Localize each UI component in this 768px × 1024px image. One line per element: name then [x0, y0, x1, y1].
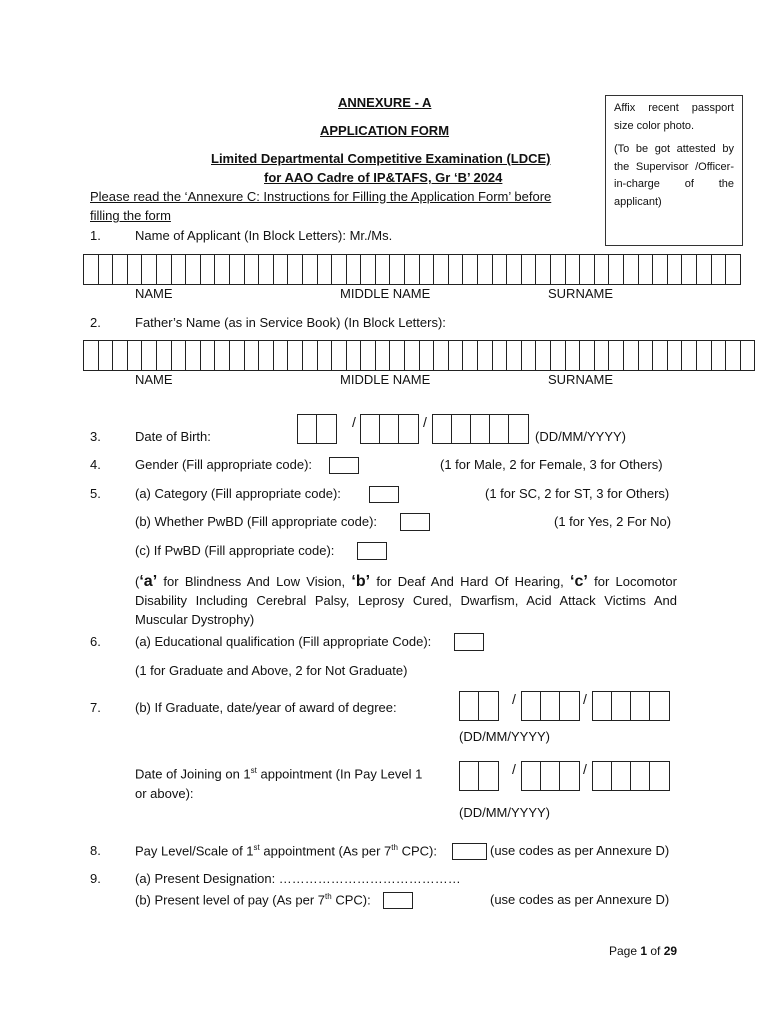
- letter-cell[interactable]: [580, 255, 595, 284]
- page-prefix: Page: [609, 944, 641, 958]
- joining-date-label: [135, 766, 422, 781]
- category-label: (a) Category (Fill appropriate code):: [135, 486, 341, 501]
- letter-cell[interactable]: [566, 341, 581, 370]
- joining-text: Date of Joining on 1: [135, 766, 251, 782]
- letter-cell[interactable]: [522, 255, 537, 284]
- pay-level-label: [135, 843, 437, 858]
- letter-cell[interactable]: [682, 341, 697, 370]
- photo-text: applicant): [614, 195, 662, 208]
- letter-cell[interactable]: [84, 341, 99, 370]
- letter-cell[interactable]: [318, 255, 333, 284]
- applicant-name-grid[interactable]: [83, 254, 741, 285]
- letter-cell[interactable]: [318, 341, 333, 370]
- dob-month-boxes[interactable]: [360, 414, 419, 444]
- photo-text: the Supervisor /Officer-: [614, 160, 734, 173]
- letter-cell[interactable]: [478, 255, 493, 284]
- form-title: APPLICATION FORM: [320, 123, 450, 138]
- name-caption: NAME: [135, 286, 173, 301]
- letter-cell[interactable]: [712, 341, 727, 370]
- superscript: st: [250, 766, 257, 775]
- exam-title-line2: for AAO Cadre of IP&TAFS, Gr ‘B’ 2024: [264, 170, 503, 185]
- pwbd-code-box[interactable]: [400, 513, 430, 531]
- letter-cell[interactable]: [712, 255, 727, 284]
- letter-cell[interactable]: [274, 341, 289, 370]
- photo-text: Affix recent passport: [614, 102, 734, 114]
- instruction-line2: filling the form: [90, 208, 171, 223]
- gender-code-box[interactable]: [329, 457, 359, 474]
- letter-cell[interactable]: [697, 341, 712, 370]
- degree-date-format: (DD/MM/YYYY): [459, 729, 550, 744]
- letter-cell[interactable]: [390, 255, 405, 284]
- letter-cell[interactable]: [741, 341, 756, 370]
- education-code-box[interactable]: [454, 633, 484, 651]
- item-number: 3.: [90, 429, 101, 444]
- pwbd-code-b: ‘b’: [351, 573, 371, 590]
- date-separator: /: [423, 414, 427, 430]
- dob-label: Date of Birth:: [135, 429, 211, 444]
- pwbd-codes-paragraph: (‘a’ for Blindness And Low Vision, ‘b’ for Deaf And Hard Of Hearing, ‘c’ for Locomotor Disability Including Cerebral Palsy, Leprosy Cured, Dwarfism, Acid Attack Victims And Muscular Dystrophy): [135, 573, 677, 627]
- letter-cell[interactable]: [390, 341, 405, 370]
- pwbd-code-a-text: for Blindness And Low Vision,: [157, 574, 352, 589]
- superscript: th: [325, 892, 332, 901]
- present-pay-codes: (use codes as per Annexure D): [490, 892, 670, 907]
- name-caption: NAME: [135, 372, 173, 387]
- item-number: 4.: [90, 457, 101, 472]
- item-number: 5.: [90, 486, 101, 501]
- letter-cell[interactable]: [128, 341, 143, 370]
- letter-cell[interactable]: [288, 341, 303, 370]
- degree-day-boxes[interactable]: [459, 691, 499, 721]
- joining-month-boxes[interactable]: [521, 761, 580, 791]
- middle-name-caption: MIDDLE NAME: [340, 286, 431, 301]
- present-pay-text: (b) Present level of pay (As per 7: [135, 892, 326, 908]
- joining-year-boxes[interactable]: [592, 761, 670, 791]
- letter-cell[interactable]: [113, 255, 128, 284]
- page-current: 1: [640, 944, 648, 958]
- letter-cell[interactable]: [493, 341, 508, 370]
- letter-cell[interactable]: [609, 255, 624, 284]
- letter-cell[interactable]: [99, 341, 114, 370]
- letter-cell[interactable]: [361, 341, 376, 370]
- letter-cell[interactable]: [580, 341, 595, 370]
- letter-cell[interactable]: [376, 341, 391, 370]
- photo-text: size color photo.: [614, 119, 695, 132]
- education-codes: (1 for Graduate and Above, 2 for Not Graduate): [135, 663, 408, 678]
- father-name-label: Father’s Name (as in Service Book) (In Block Letters):: [135, 315, 446, 330]
- photo-text: (To be got attested by: [614, 143, 734, 155]
- item-number: 8.: [90, 843, 101, 858]
- page-total: 29: [663, 944, 678, 958]
- item-number: 1.: [90, 228, 101, 243]
- superscript: th: [391, 843, 398, 852]
- pay-text: Pay Level/Scale of 1: [135, 843, 254, 859]
- pwbd-code-b-text: for Deaf And Hard Of Hearing,: [370, 574, 571, 589]
- letter-cell[interactable]: [653, 255, 668, 284]
- letter-cell[interactable]: [274, 255, 289, 284]
- instruction-line1: Please read the ‘Annexure C: Instructions for Filling the Application Form’ before: [90, 189, 552, 204]
- pwbd-codes: (1 for Yes, 2 For No): [554, 514, 672, 529]
- letter-cell[interactable]: [420, 255, 435, 284]
- joining-date-label-cont: or above):: [135, 786, 194, 801]
- pay-text: CPC):: [397, 843, 437, 859]
- letter-cell[interactable]: [99, 255, 114, 284]
- designation-field[interactable]: (a) Present Designation: ……………………………………: [135, 871, 461, 886]
- item-number: 2.: [90, 315, 101, 330]
- letter-cell[interactable]: [245, 341, 260, 370]
- letter-cell[interactable]: [128, 255, 143, 284]
- letter-cell[interactable]: [697, 255, 712, 284]
- letter-cell[interactable]: [215, 341, 230, 370]
- letter-cell[interactable]: [566, 255, 581, 284]
- letter-cell[interactable]: [624, 255, 639, 284]
- pwbd-code-c: ‘c’: [570, 573, 588, 590]
- letter-cell[interactable]: [536, 255, 551, 284]
- letter-cell[interactable]: [668, 255, 683, 284]
- letter-cell[interactable]: [493, 255, 508, 284]
- letter-cell[interactable]: [215, 255, 230, 284]
- pay-level-codes: (use codes as per Annexure D): [490, 843, 670, 858]
- gender-label: Gender (Fill appropriate code):: [135, 457, 313, 472]
- pay-text: appointment (As per 7: [259, 843, 392, 859]
- letter-cell[interactable]: [230, 255, 245, 284]
- joining-text: appointment (In Pay Level 1: [256, 766, 423, 782]
- letter-cell[interactable]: [536, 341, 551, 370]
- letter-cell[interactable]: [449, 341, 464, 370]
- letter-cell[interactable]: [726, 255, 741, 284]
- letter-cell[interactable]: [186, 341, 201, 370]
- letter-cell[interactable]: [463, 255, 478, 284]
- superscript: st: [253, 843, 260, 852]
- letter-cell[interactable]: [172, 341, 187, 370]
- letter-cell[interactable]: [288, 255, 303, 284]
- letter-cell[interactable]: [405, 255, 420, 284]
- present-pay-label: [135, 892, 371, 907]
- letter-cell[interactable]: [507, 255, 522, 284]
- joining-date-format: (DD/MM/YYYY): [459, 805, 550, 820]
- letter-cell[interactable]: [157, 255, 172, 284]
- surname-caption: SURNAME: [548, 286, 614, 301]
- letter-cell[interactable]: [332, 255, 347, 284]
- pwbd-label: (b) Whether PwBD (Fill appropriate code):: [135, 514, 378, 529]
- letter-cell[interactable]: [157, 341, 172, 370]
- degree-year-boxes[interactable]: [592, 691, 670, 721]
- letter-cell[interactable]: [347, 255, 362, 284]
- page-of: of: [647, 944, 664, 958]
- annexure-heading: ANNEXURE - A: [338, 95, 432, 110]
- letter-cell[interactable]: [682, 255, 697, 284]
- letter-cell[interactable]: [522, 341, 537, 370]
- degree-date-label: (b) If Graduate, date/year of award of degree:: [135, 700, 397, 715]
- photo-box: [605, 95, 743, 246]
- letter-cell[interactable]: [463, 341, 478, 370]
- letter-cell[interactable]: [201, 255, 216, 284]
- letter-cell[interactable]: [361, 255, 376, 284]
- present-pay-code-box[interactable]: [383, 892, 413, 909]
- middle-name-caption: MIDDLE NAME: [340, 372, 431, 387]
- pwbd-type-label: (c) If PwBD (Fill appropriate code):: [135, 543, 335, 558]
- present-pay-text: CPC):: [331, 892, 371, 908]
- letter-cell[interactable]: [405, 341, 420, 370]
- letter-cell[interactable]: [332, 341, 347, 370]
- letter-cell[interactable]: [639, 255, 654, 284]
- letter-cell[interactable]: [376, 255, 391, 284]
- letter-cell[interactable]: [609, 341, 624, 370]
- letter-cell[interactable]: [172, 255, 187, 284]
- dob-year-boxes[interactable]: [432, 414, 529, 444]
- category-code-box[interactable]: [369, 486, 399, 503]
- pwbd-code-c-text: for Locomotor Disability Including Cerebral Palsy, Leprosy Cured, Dwarfism, Acid Attack Victims And Muscular Dystrophy): [135, 574, 677, 627]
- letter-cell[interactable]: [595, 341, 610, 370]
- category-codes: (1 for SC, 2 for ST, 3 for Others): [485, 486, 670, 501]
- degree-month-boxes[interactable]: [521, 691, 580, 721]
- father-name-grid[interactable]: [83, 340, 755, 371]
- letter-cell[interactable]: [478, 341, 493, 370]
- letter-cell[interactable]: [551, 341, 566, 370]
- letter-cell[interactable]: [434, 255, 449, 284]
- date-separator: /: [512, 761, 516, 777]
- surname-caption: SURNAME: [548, 372, 614, 387]
- letter-cell[interactable]: [113, 341, 128, 370]
- applicant-name-label: Name of Applicant (In Block Letters): Mr./Ms.: [135, 228, 393, 243]
- date-separator: /: [583, 761, 587, 777]
- letter-cell[interactable]: [551, 255, 566, 284]
- letter-cell[interactable]: [653, 341, 668, 370]
- pwbd-code-a: ‘a’: [139, 573, 158, 590]
- letter-cell[interactable]: [595, 255, 610, 284]
- dob-day-boxes[interactable]: [297, 414, 337, 444]
- photo-text: in-charge of the: [614, 178, 734, 190]
- date-separator: /: [512, 691, 516, 707]
- letter-cell[interactable]: [259, 341, 274, 370]
- item-number: 9.: [90, 871, 101, 886]
- letter-cell[interactable]: [434, 341, 449, 370]
- letter-cell[interactable]: [507, 341, 522, 370]
- letter-cell[interactable]: [245, 255, 260, 284]
- letter-cell[interactable]: [186, 255, 201, 284]
- letter-cell[interactable]: [230, 341, 245, 370]
- letter-cell[interactable]: [303, 341, 318, 370]
- date-separator: /: [583, 691, 587, 707]
- letter-cell[interactable]: [201, 341, 216, 370]
- letter-cell[interactable]: [84, 255, 99, 284]
- gender-codes: (1 for Male, 2 for Female, 3 for Others): [440, 457, 663, 472]
- letter-cell[interactable]: [624, 341, 639, 370]
- letter-cell[interactable]: [726, 341, 741, 370]
- joining-day-boxes[interactable]: [459, 761, 499, 791]
- letter-cell[interactable]: [142, 255, 157, 284]
- letter-cell[interactable]: [668, 341, 683, 370]
- page-number: [609, 944, 677, 958]
- letter-cell[interactable]: [639, 341, 654, 370]
- letter-cell[interactable]: [303, 255, 318, 284]
- dob-format: (DD/MM/YYYY): [535, 429, 626, 444]
- pwbd-type-code-box[interactable]: [357, 542, 387, 560]
- letter-cell[interactable]: [449, 255, 464, 284]
- letter-cell[interactable]: [347, 341, 362, 370]
- pay-level-code-box[interactable]: [452, 843, 487, 860]
- date-separator: /: [352, 414, 356, 430]
- exam-title-line1: Limited Departmental Competitive Examination (LDCE): [211, 151, 551, 166]
- letter-cell[interactable]: [259, 255, 274, 284]
- education-label: (a) Educational qualification (Fill appropriate Code):: [135, 634, 432, 649]
- letter-cell[interactable]: [420, 341, 435, 370]
- item-number: 7.: [90, 700, 101, 715]
- letter-cell[interactable]: [142, 341, 157, 370]
- item-number: 6.: [90, 634, 101, 649]
